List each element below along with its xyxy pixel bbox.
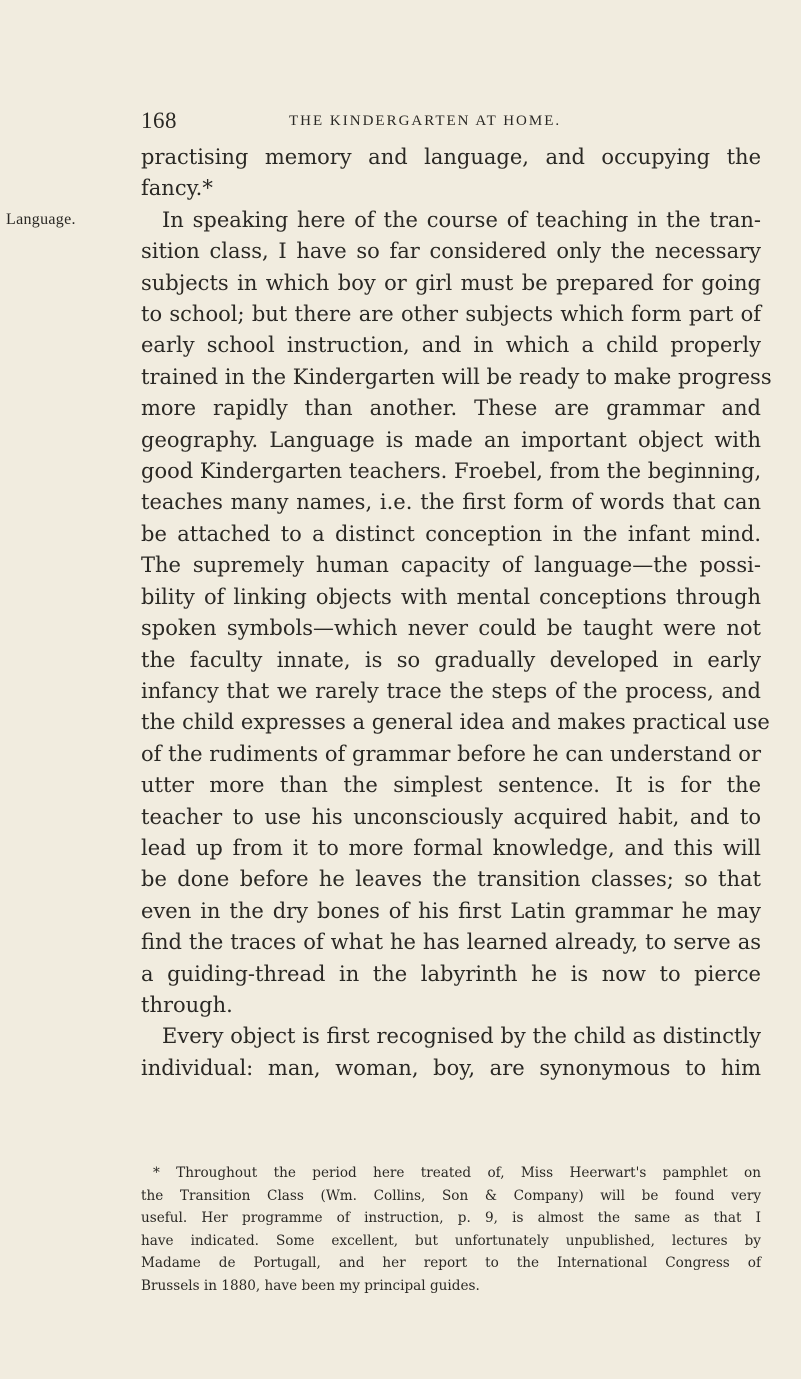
text-line: lead up from it to more formal knowledge, and this will [141, 835, 761, 860]
text-line: utter more than the simplest sentence. It is for the [141, 773, 761, 798]
footnote-line: useful. Her programme of instruction, p. 9, is almost the same as that I [141, 1210, 761, 1226]
page-number: 168 [141, 108, 177, 133]
text-line: early school instruction, and in which a child properly [141, 333, 761, 358]
text-line: sition class, I have so far considered only the necessary [141, 239, 761, 264]
text-line: be attached to a distinct conception in the infant mind. [141, 521, 761, 546]
text-line: of the rudiments of grammar before he can understand or [141, 741, 761, 766]
footnote-line: * Throughout the period here treated of, Miss Heerwart's pamphlet on [153, 1165, 761, 1181]
text-line: trained in the Kindergarten will be ready to make progress [141, 364, 772, 389]
text-line: be done before he leaves the transition classes; so that [141, 867, 761, 892]
running-head: THE KINDERGARTEN AT HOME. [289, 113, 562, 129]
text-line: The supremely human capacity of language—the possi- [141, 553, 761, 578]
text-line: individual: man, woman, boy, are synonymous to him [141, 1055, 761, 1080]
text-line: In speaking here of the course of teaching in the tran- [162, 207, 761, 232]
text-line: Every object is first recognised by the child as distinctly [162, 1024, 761, 1049]
text-line: teaches many names, i.e. the first form of words that can [141, 490, 761, 515]
text-line: find the traces of what he has learned already, to serve as [141, 930, 761, 955]
text-line: infancy that we rarely trace the steps of the process, and [141, 678, 761, 703]
text-line: teacher to use his unconsciously acquired habit, and to [141, 804, 761, 829]
footnote-line: Madame de Portugall, and her report to the International Congress of [141, 1255, 761, 1271]
footnote-line: Brussels in 1880, have been my principal guides. [141, 1277, 480, 1294]
margin-note: Language. [6, 211, 76, 228]
text-line: even in the dry bones of his first Latin grammar he may [141, 898, 761, 923]
text-line: the faculty innate, is so gradually developed in early [141, 647, 761, 672]
text-line: geography. Language is made an important object with [141, 427, 761, 452]
footnote [141, 1162, 761, 1297]
text-line: the child expresses a general idea and makes practical use [141, 710, 770, 735]
text-line: fancy.* [141, 176, 213, 201]
text-line: spoken symbols—which never could be taught were not [141, 616, 761, 641]
text-line: practising memory and language, and occupying the [141, 145, 761, 169]
text-line: to school; but there are other subjects which form part of [141, 302, 761, 327]
text-line: through. [141, 992, 233, 1017]
text-line: more rapidly than another. These are grammar and [141, 396, 761, 421]
footnote-line: the Transition Class (Wm. Collins, Son & Company) will be found very [141, 1187, 761, 1204]
text-line: bility of linking objects with mental conceptions through [141, 584, 761, 609]
text-line: good Kindergarten teachers. Froebel, from the beginning, [141, 459, 762, 484]
text-line: a guiding-thread in the labyrinth he is now to pierce [141, 961, 761, 986]
footnote-line: have indicated. Some excellent, but unfortunately unpublished, lectures by [141, 1232, 761, 1249]
body-text [141, 142, 772, 1084]
text-line: subjects in which boy or girl must be prepared for going [141, 270, 761, 295]
